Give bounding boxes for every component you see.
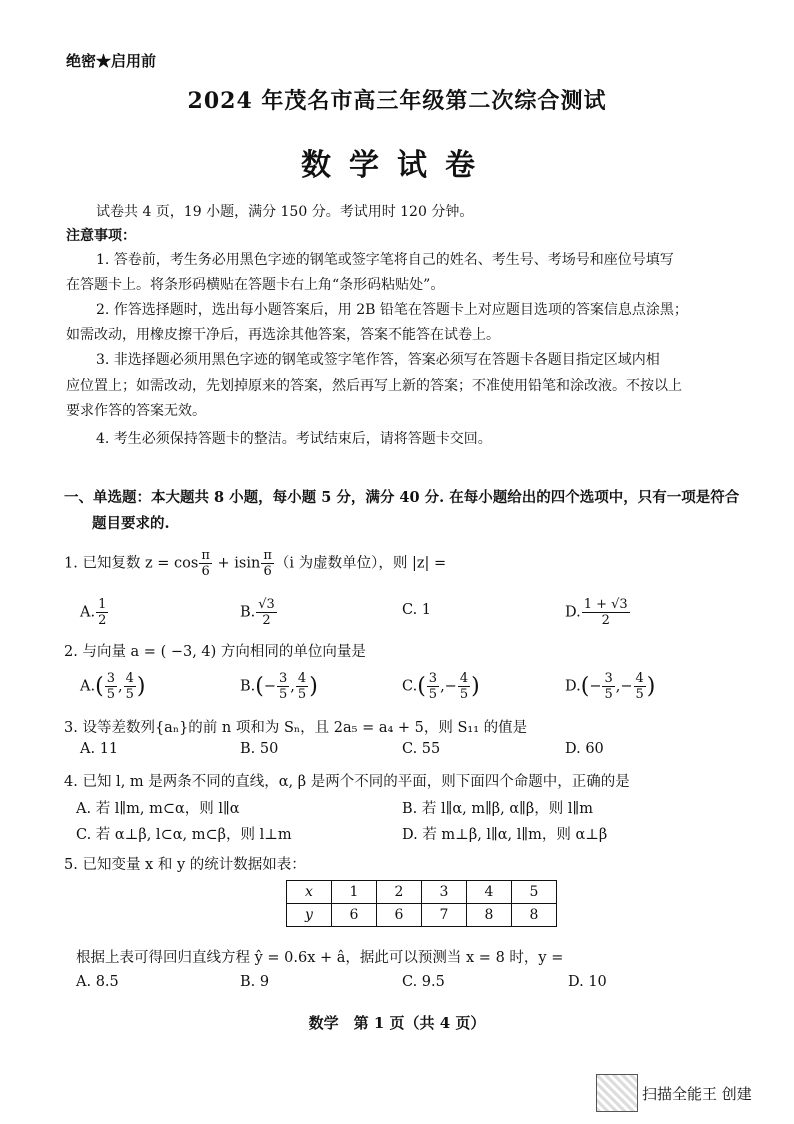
notes-heading: 注意事项：	[66, 228, 136, 244]
q1-option-a: A. $\frac{1}{2}$	[80, 597, 107, 628]
note-line: 应位置上；如需改动，先划掉原来的答案，然后再写上新的答案；不准使用铅笔和涂改液。不按以上	[66, 378, 682, 394]
q4-option-d: D. 若 m⊥β, l∥α, l∥m，则 α⊥β	[402, 827, 608, 843]
question-1-stem: 1. 已知复数 z = cos $\frac{\pi}{6}$ + isin $\frac{\pi}{6}$ （i 为虚数单位），则 |z| =	[64, 548, 447, 579]
table-cell: 4	[467, 881, 512, 904]
table-cell: 1	[332, 881, 377, 904]
q4-option-c: C. 若 α⊥β, l⊂α, m⊂β，则 l⊥m	[76, 827, 292, 843]
question-4-stem: 4. 已知 l, m 是两条不同的直线，α, β 是两个不同的平面，则下面四个命题中，正确的是	[64, 774, 630, 790]
q2-option-d: D.(− $\frac{3}{5}$ ,− $\frac{4}{5}$ )	[565, 671, 656, 702]
table-cell: y	[287, 904, 332, 927]
table-cell: 8	[467, 904, 512, 927]
q2-option-c: C.( $\frac{3}{5}$ ,− $\frac{4}{5}$ )	[402, 671, 480, 702]
q5-option-b: B. 9	[240, 974, 270, 990]
fraction: $\frac{\pi}{6}$	[201, 548, 210, 579]
intro-text: 试卷共 4 页，19 小题，满分 150 分。考试用时 120 分钟。	[96, 204, 474, 220]
table-row	[287, 904, 557, 927]
note-line: 如需改动，用橡皮擦干净后，再选涂其他答案，答案不能答在试卷上。	[66, 327, 500, 343]
q5-option-d: D. 10	[568, 974, 607, 990]
q3-option-c: C. 55	[402, 741, 441, 757]
note-line: 在答题卡上。将条形码横贴在答题卡右上角“条形码粘贴处”。	[66, 277, 445, 293]
subject-title: 数学试卷	[301, 148, 493, 183]
q4-option-b: B. 若 l∥α, m∥β, α∥β，则 l∥m	[402, 801, 593, 817]
table-cell: 2	[377, 881, 422, 904]
q4-option-a: A. 若 l∥m, m⊂α，则 l∥α	[76, 801, 240, 817]
page-footer: 数学 第 1 页（共 4 页）	[308, 1014, 486, 1032]
section-heading: 一、单选题：本大题共 8 小题，每小题 5 分，满分 40 分. 在每小题给出的四个选项中，只有一项是符合	[64, 489, 740, 506]
question-2-stem: 2. 与向量 a = ( −3, 4) 方向相同的单位向量是	[64, 644, 366, 660]
q5-option-a: A. 8.5	[76, 974, 119, 990]
table-cell: 6	[377, 904, 422, 927]
question-3-stem: 3. 设等差数列{aₙ}的前 n 项和为 Sₙ，且 2a₅ = a₄ + 5，则 S₁₁ 的值是	[64, 720, 528, 736]
table-cell: 3	[422, 881, 467, 904]
q2-option-b: B.(− $\frac{3}{5}$ , $\frac{4}{5}$ )	[240, 671, 318, 702]
secret-mark: 绝密★启用前	[66, 52, 157, 70]
exam-title: 2024 年茂名市高三年级第二次综合测试	[187, 88, 607, 114]
q1-option-c: C. 1	[402, 602, 432, 618]
q1-option-b: B. $\frac{√3}{2}$	[240, 597, 275, 628]
stats-table	[286, 880, 557, 927]
table-row	[287, 881, 557, 904]
fraction: $\frac{\pi}{6}$	[263, 548, 272, 579]
q3-option-a: A. 11	[80, 741, 119, 757]
table-cell: x	[287, 881, 332, 904]
q2-option-a: A.( $\frac{3}{5}$ , $\frac{4}{5}$ )	[80, 671, 146, 702]
table-cell: 7	[422, 904, 467, 927]
note-line: 4. 考生必须保持答题卡的整洁。考试结束后，请将答题卡交回。	[96, 431, 492, 447]
table-cell: 8	[512, 904, 557, 927]
note-line: 要求作答的答案无效。	[66, 403, 206, 419]
note-line: 3. 非选择题必须用黑色字迹的钢笔或签字笔作答，答案必须写在答题卡各题目指定区域内相	[96, 352, 660, 368]
note-line: 2. 作答选择题时，选出每小题答案后，用 2B 铅笔在答题卡上对应题目选项的答案信息点涂黑；	[96, 302, 688, 318]
note-line: 1. 答卷前，考生务必用黑色字迹的钢笔或签字笔将自己的姓名、考生号、考场号和座位号填写	[96, 252, 674, 268]
section-heading-cont: 题目要求的.	[92, 515, 170, 532]
watermark-text: 扫描全能王 创建	[642, 1085, 752, 1103]
q3-option-d: D. 60	[565, 741, 604, 757]
scanner-logo-icon	[596, 1074, 638, 1112]
q1-option-d: D. $\frac{1 + √3}{2}$	[565, 597, 628, 628]
question-5-followup: 根据上表可得回归直线方程 ŷ = 0.6x + â，据此可以预测当 x = 8 时，y =	[76, 950, 564, 966]
table-cell: 6	[332, 904, 377, 927]
q5-option-c: C. 9.5	[402, 974, 445, 990]
q3-option-b: B. 50	[240, 741, 279, 757]
table-cell: 5	[512, 881, 557, 904]
question-5-stem: 5. 已知变量 x 和 y 的统计数据如表：	[64, 857, 306, 873]
